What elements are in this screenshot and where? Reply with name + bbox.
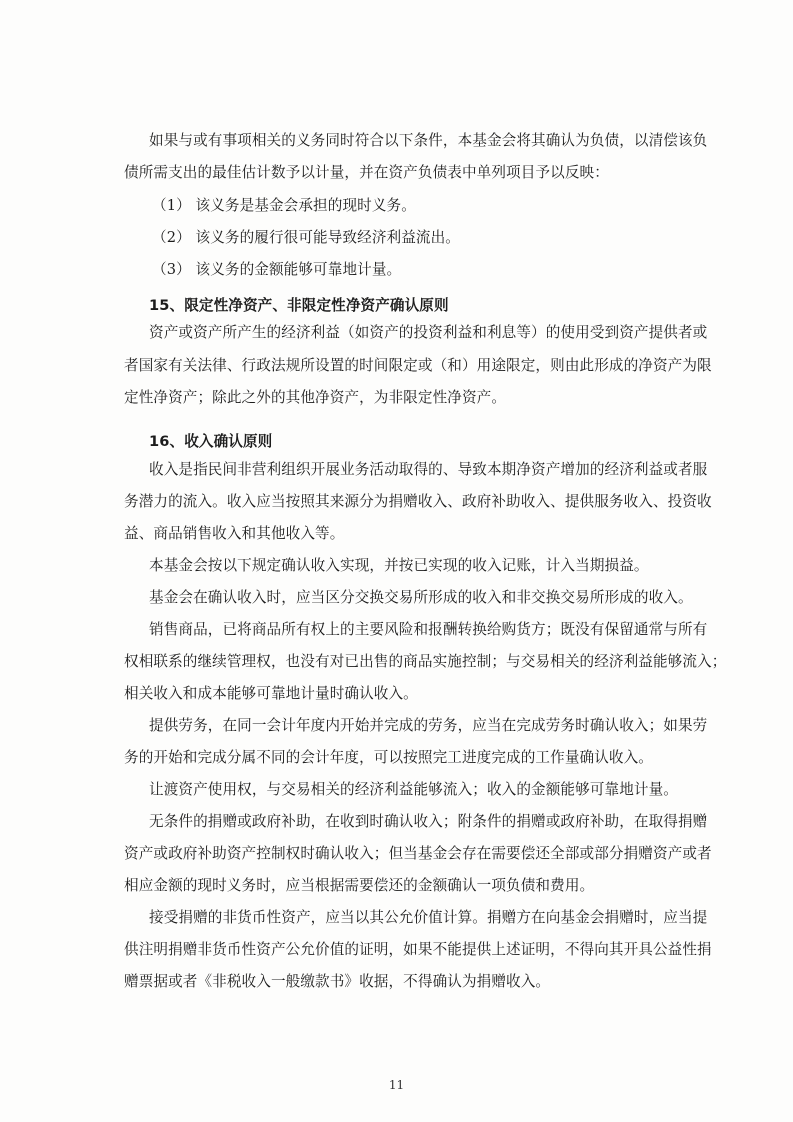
paragraph-line: 接受捐赠的非货币性资产，应当以其公允价值计算。捐赠方在向基金会捐赠时，应当提 — [149, 909, 708, 926]
paragraph-line: 相关收入和成本能够可靠地计量时确认收入。 — [124, 685, 418, 702]
paragraph-line: 无条件的捐赠或政府补助，在收到时确认收入；附条件的捐赠或政府补助，在取得捐赠 — [149, 813, 708, 830]
paragraph-line: 基金会在确认收入时，应当区分交换交易所形成的收入和非交换交易所形成的收入。 — [149, 589, 693, 606]
section-heading: 15、限定性净资产、非限定性净资产确认原则 — [149, 297, 449, 314]
paragraph-line: 供注明捐赠非货币性资产公允价值的证明，如果不能提供上述证明，不得向其开具公益性捐 — [124, 941, 712, 958]
paragraph-line: 务潜力的流入。收入应当按照其来源分为捐赠收入、政府补助收入、提供服务收入、投资收 — [124, 493, 712, 510]
paragraph-line: 本基金会按以下规定确认收入实现，并按已实现的收入记账，计入当期损益。 — [149, 557, 649, 574]
paragraph-line: 定性净资产；除此之外的其他净资产，为非限定性净资产。 — [124, 389, 507, 406]
paragraph-line: 债所需支出的最佳估计数予以计量，并在资产负债表中单列项目予以反映： — [124, 164, 609, 181]
paragraph-line: 务的开始和完成分属不同的会计年度，可以按照完工进度完成的工作量确认收入。 — [124, 749, 653, 766]
paragraph-line: 者国家有关法律、行政法规所设置的时间限定或（和）用途限定，则由此形成的净资产为限 — [124, 357, 712, 374]
paragraph-line: 销售商品，已将商品所有权上的主要风险和报酬转换给购货方；既没有保留通常与所有 — [149, 621, 708, 638]
paragraph-line: 益、商品销售收入和其他收入等。 — [124, 525, 345, 542]
section-heading: 16、收入确认原则 — [149, 433, 273, 450]
paragraph-line: 如果与或有事项相关的义务同时符合以下条件，本基金会将其确认为负债，以清偿该负 — [149, 132, 708, 149]
paragraph-line: 资产或资产所产生的经济利益（如资产的投资利益和利息等）的使用受到资产提供者或 — [149, 324, 708, 341]
paragraph-line: 提供劳务，在同一会计年度内开始并完成的劳务，应当在完成劳务时确认收入；如果劳 — [149, 717, 708, 734]
paragraph-line: 让渡资产使用权，与交易相关的经济利益能够流入；收入的金额能够可靠地计量。 — [149, 781, 678, 798]
paragraph-line: 资产或政府补助资产控制权时确认收入；但当基金会存在需要偿还全部或部分捐赠资产或者 — [124, 845, 712, 862]
paragraph-line: 收入是指民间非营利组织开展业务活动取得的、导致本期净资产增加的经济利益或者服 — [149, 461, 708, 478]
list-item: （1） 该义务是基金会承担的现时义务。 — [152, 197, 416, 214]
list-item: （3） 该义务的金额能够可靠地计量。 — [152, 261, 402, 278]
paragraph-line: 赠票据或者《非税收入一般缴款书》收据，不得确认为捐赠收入。 — [124, 973, 551, 990]
page-number: 11 — [388, 1078, 405, 1092]
paragraph-line: 相应金额的现时义务时，应当根据需要偿还的金额确认一项负债和费用。 — [124, 877, 595, 894]
list-item: （2） 该义务的履行很可能导致经济利益流出。 — [152, 229, 461, 246]
paragraph-line: 权相联系的继续管理权，也没有对已出售的商品实施控制；与交易相关的经济利益能够流入； — [124, 653, 727, 670]
